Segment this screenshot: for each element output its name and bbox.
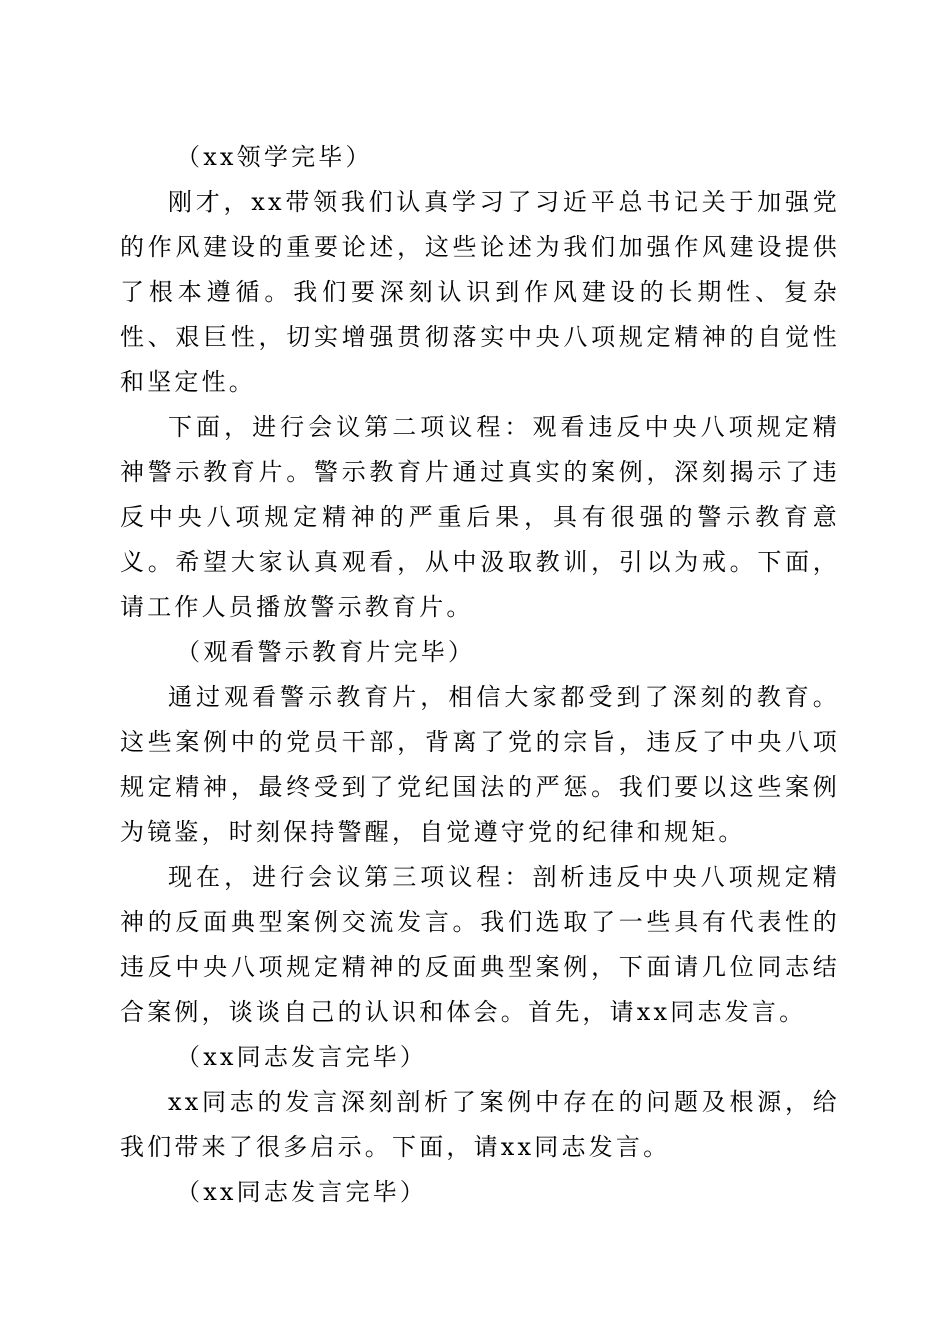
document-body <box>120 135 840 1215</box>
paragraph-agenda-three: 现在，进行会议第三项议程：剖析违反中央八项规定精神的反面典型案例交流发言。我们选取了一些具有代表性的违反中央八项规定精神的反面典型案例，下面请几位同志结合案例，谈谈自己的认识和体会。首先，请xx同志发言。 <box>120 863 840 1026</box>
stage-note-study-complete: （xx领学完毕） <box>176 143 373 171</box>
paragraph-study-summary: 刚才，xx带领我们认真学习了习近平总书记关于加强党的作风建设的重要论述，这些论述为我们加强作风建设提供了根本遵循。我们要深刻认识到作风建设的长期性、复杂性、艰巨性，切实增强贯彻落实中央八项规定精神的自觉性和坚定性。 <box>120 188 840 396</box>
stage-note-video-complete: （观看警示教育片完毕） <box>176 638 476 666</box>
paragraph-agenda-two: 下面，进行会议第二项议程：观看违反中央八项规定精神警示教育片。警示教育片通过真实的案例，深刻揭示了违反中央八项规定精神的严重后果，具有很强的警示教育意义。希望大家认真观看，从中汲取教训，引以为戒。下面，请工作人员播放警示教育片。 <box>120 413 840 621</box>
stage-note-speech-complete-2: （xx同志发言完毕） <box>176 1178 428 1206</box>
stage-note-speech-complete-1: （xx同志发言完毕） <box>176 1043 428 1071</box>
paragraph-video-summary: 通过观看警示教育片，相信大家都受到了深刻的教育。这些案例中的党员干部，背离了党的宗旨，违反了中央八项规定精神，最终受到了党纪国法的严惩。我们要以这些案例为镜鉴，时刻保持警醒，自觉遵守党的纪律和规矩。 <box>120 683 840 846</box>
paragraph-speech-summary: xx同志的发言深刻剖析了案例中存在的问题及根源，给我们带来了很多启示。下面，请xx同志发言。 <box>120 1088 840 1161</box>
